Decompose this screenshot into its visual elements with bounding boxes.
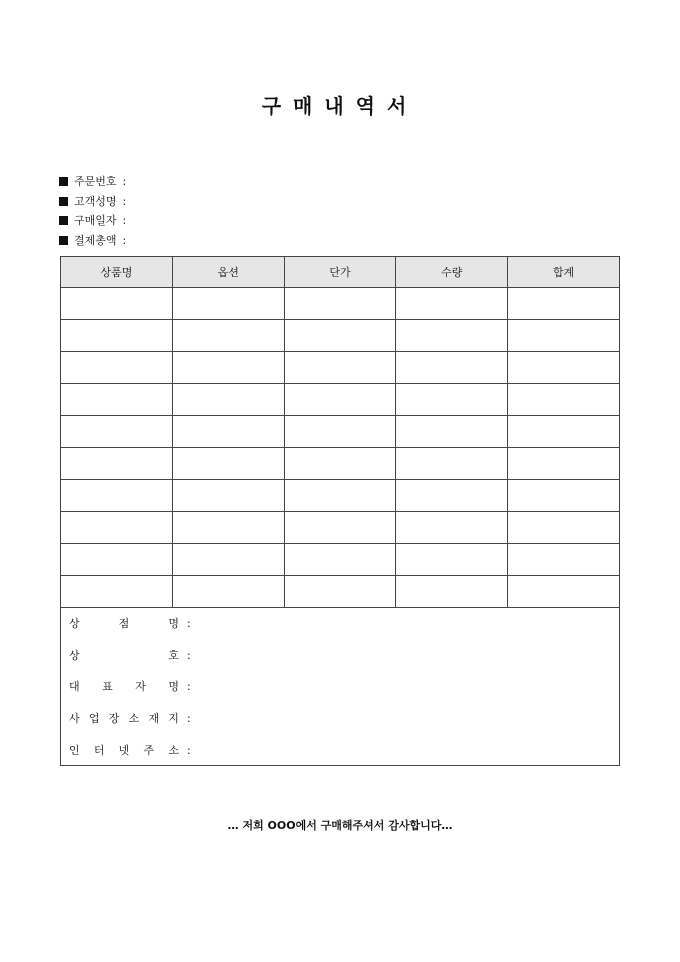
table-cell[interactable] <box>396 480 508 512</box>
purchase-date-row <box>59 211 126 231</box>
table-cell[interactable] <box>508 352 620 384</box>
table-row <box>61 320 620 352</box>
store-name-label: 상 점 명 <box>69 617 179 630</box>
colon: : <box>187 616 191 630</box>
table-cell[interactable] <box>172 448 284 480</box>
table-cell[interactable] <box>396 416 508 448</box>
colon: : <box>122 233 127 247</box>
order-number-label: 주문번호 <box>74 175 117 188</box>
table-cell[interactable] <box>61 544 173 576</box>
store-name-row <box>69 615 191 631</box>
square-bullet-icon <box>59 177 68 186</box>
purchase-date-label: 구매일자 <box>74 214 117 227</box>
table-cell[interactable] <box>284 512 396 544</box>
table-row <box>61 512 620 544</box>
store-info-box <box>60 607 620 766</box>
table-row <box>61 352 620 384</box>
table-cell[interactable] <box>61 480 173 512</box>
table-cell[interactable] <box>61 512 173 544</box>
business-address-label: 사 업 장 소 재 지 <box>69 712 179 725</box>
table-row <box>61 576 620 608</box>
table-cell[interactable] <box>508 416 620 448</box>
table-cell[interactable] <box>284 544 396 576</box>
table-cell[interactable] <box>61 448 173 480</box>
table-row <box>61 544 620 576</box>
table-cell[interactable] <box>61 576 173 608</box>
table-cell[interactable] <box>284 448 396 480</box>
internet-address-label: 인 터 넷 주 소 <box>69 744 179 757</box>
order-info <box>59 172 126 250</box>
table-cell[interactable] <box>61 384 173 416</box>
business-address-row <box>69 710 191 726</box>
table-cell[interactable] <box>172 320 284 352</box>
table-cell[interactable] <box>508 448 620 480</box>
colon: : <box>187 711 191 725</box>
square-bullet-icon <box>59 236 68 245</box>
table-cell[interactable] <box>172 480 284 512</box>
colon: : <box>187 679 191 693</box>
table-row <box>61 416 620 448</box>
table-row <box>61 288 620 320</box>
table-cell[interactable] <box>396 512 508 544</box>
table-cell[interactable] <box>61 416 173 448</box>
table-cell[interactable] <box>61 288 173 320</box>
table-row <box>61 448 620 480</box>
header-quantity: 수량 <box>396 257 508 288</box>
table-cell[interactable] <box>284 288 396 320</box>
table-cell[interactable] <box>172 544 284 576</box>
table-cell[interactable] <box>396 544 508 576</box>
square-bullet-icon <box>59 197 68 206</box>
table-cell[interactable] <box>172 288 284 320</box>
table-cell[interactable] <box>396 320 508 352</box>
table-row <box>61 480 620 512</box>
table-cell[interactable] <box>172 512 284 544</box>
payment-total-row <box>59 231 126 251</box>
table-cell[interactable] <box>396 288 508 320</box>
thank-you-message: … 저희 OOO에서 구매해주셔서 감사합니다… <box>227 819 453 832</box>
company-name-label: 상 호 <box>69 649 179 662</box>
table-row <box>61 384 620 416</box>
square-bullet-icon <box>59 216 68 225</box>
customer-name-label: 고객성명 <box>74 194 117 208</box>
table-cell[interactable] <box>284 480 396 512</box>
company-name-row <box>69 647 191 663</box>
order-number-row <box>59 172 126 192</box>
table-header-row <box>61 257 620 288</box>
table-cell[interactable] <box>61 352 173 384</box>
table-cell[interactable] <box>172 352 284 384</box>
table-cell[interactable] <box>508 288 620 320</box>
items-table <box>60 256 620 608</box>
table-cell[interactable] <box>508 576 620 608</box>
header-option: 옵션 <box>172 257 284 288</box>
customer-name-row <box>59 192 126 212</box>
header-product-name: 상품명 <box>61 257 173 288</box>
colon: : <box>122 194 127 208</box>
table-cell[interactable] <box>284 320 396 352</box>
internet-address-row <box>69 742 191 758</box>
table-cell[interactable] <box>172 576 284 608</box>
items-table-body <box>61 288 620 608</box>
colon: : <box>122 214 127 227</box>
table-cell[interactable] <box>508 512 620 544</box>
colon: : <box>187 743 191 757</box>
header-unit-price: 단가 <box>284 257 396 288</box>
table-cell[interactable] <box>172 416 284 448</box>
payment-total-label: 결제총액 <box>74 233 117 247</box>
table-cell[interactable] <box>508 384 620 416</box>
table-cell[interactable] <box>284 576 396 608</box>
colon: : <box>187 648 191 662</box>
table-cell[interactable] <box>508 480 620 512</box>
table-cell[interactable] <box>396 448 508 480</box>
table-cell[interactable] <box>508 544 620 576</box>
table-cell[interactable] <box>396 576 508 608</box>
table-cell[interactable] <box>284 416 396 448</box>
table-cell[interactable] <box>172 384 284 416</box>
table-cell[interactable] <box>61 320 173 352</box>
representative-row <box>69 678 191 694</box>
representative-label: 대 표 자 명 <box>69 680 179 693</box>
table-cell[interactable] <box>396 352 508 384</box>
header-total: 합계 <box>508 257 620 288</box>
colon: : <box>122 175 127 188</box>
table-cell[interactable] <box>284 384 396 416</box>
page-title: 구매내역서 <box>261 94 419 118</box>
table-cell[interactable] <box>508 320 620 352</box>
table-cell[interactable] <box>396 384 508 416</box>
table-cell[interactable] <box>284 352 396 384</box>
